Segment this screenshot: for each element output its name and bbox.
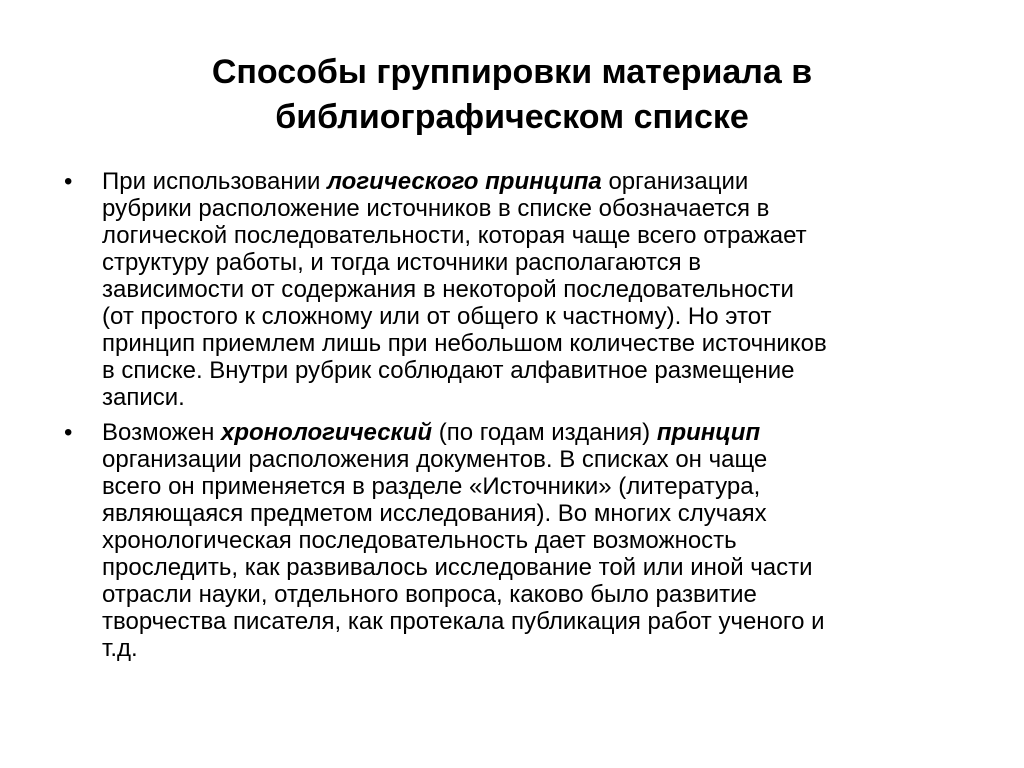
emphasis-chronological: хронологический bbox=[221, 419, 433, 446]
text-run: организации bbox=[601, 168, 749, 195]
bullet-line: отрасли науки, отдельного вопроса, каково было развитие bbox=[102, 581, 757, 608]
bullet-line: являющаяся предметом исследования). Во многих случаях bbox=[102, 500, 767, 527]
bullet-line: логической последовательности, которая чаще всего отражает bbox=[102, 222, 807, 249]
bullet-line: т.д. bbox=[102, 635, 138, 662]
bullet-line: организации расположения документов. В списках он чаще bbox=[102, 446, 768, 473]
bullet-line: зависимости от содержания в некоторой последовательности bbox=[102, 276, 794, 303]
bullet-line: структуру работы, и тогда источники располагаются в bbox=[102, 249, 701, 276]
bullet-text bbox=[102, 419, 982, 662]
text-run: Возможен bbox=[102, 419, 221, 446]
bullet-marker: • bbox=[64, 419, 73, 446]
slide-title-line: библиографическом списке bbox=[275, 98, 749, 136]
emphasis-principle: принцип bbox=[656, 419, 761, 446]
bullet-item-chronological-principle bbox=[62, 419, 982, 662]
bullet-line: рубрики расположение источников в списке обозначается в bbox=[102, 195, 770, 222]
bullet-line bbox=[102, 419, 982, 446]
bullet-marker: • bbox=[64, 168, 73, 195]
bullet-item-logical-principle bbox=[62, 168, 982, 411]
text-run: При использовании bbox=[102, 168, 328, 195]
text-run: (по годам издания) bbox=[432, 419, 657, 446]
bullet-line: творчества писателя, как протекала публикация работ ученого и bbox=[102, 608, 825, 635]
bullet-text bbox=[102, 168, 982, 411]
bullet-line: в списке. Внутри рубрик соблюдают алфавитное размещение bbox=[102, 357, 795, 384]
slide-title-line: Способы группировки материала в bbox=[211, 53, 813, 91]
bullet-line: всего он применяется в разделе «Источники» (литература, bbox=[102, 473, 761, 500]
bullet-line: (от простого к сложному или от общего к частному). Но этот bbox=[102, 303, 772, 330]
emphasis-logical-principle: логического принципа bbox=[327, 168, 602, 195]
slide-title bbox=[60, 50, 964, 140]
bullet-line bbox=[102, 168, 982, 195]
bullet-list bbox=[62, 168, 982, 670]
bullet-line: хронологическая последовательность дает возможность bbox=[102, 527, 737, 554]
bullet-line: принцип приемлем лишь при небольшом количестве источников bbox=[102, 330, 827, 357]
bullet-line: записи. bbox=[102, 384, 185, 411]
bullet-line: проследить, как развивалось исследование той или иной части bbox=[102, 554, 813, 581]
